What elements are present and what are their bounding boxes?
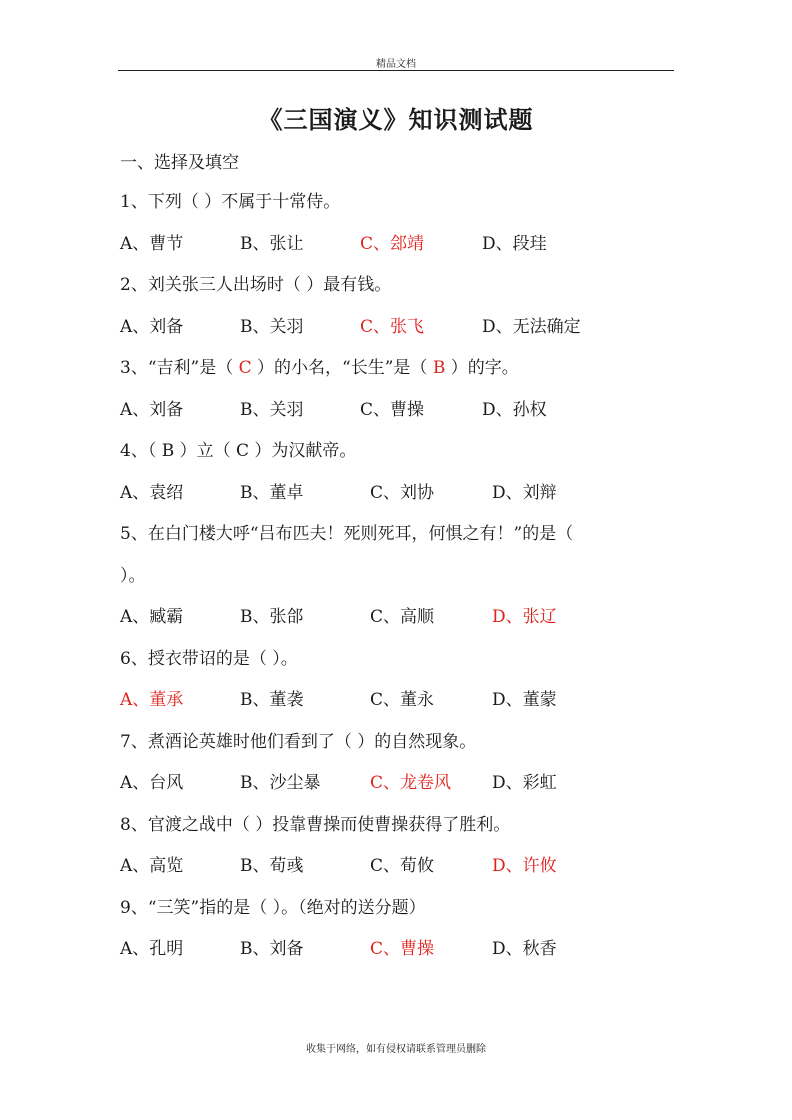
option-c-answer: C、张飞: [360, 316, 425, 337]
option-b: B、荀彧: [240, 856, 304, 876]
options-row-4: [120, 478, 680, 520]
options-row-2: [120, 312, 680, 354]
question-3-part: ）的字。: [445, 358, 519, 378]
option-b: B、沙尘暴: [240, 773, 321, 793]
options-row-3: [120, 395, 680, 437]
option-a: A、曹节: [120, 233, 184, 254]
question-4: 4、（ B ）立（ C ）为汉献帝。: [120, 441, 357, 461]
question-list: [120, 187, 680, 976]
page-header-label: 精品文档: [376, 59, 416, 70]
options-row-8: [120, 851, 680, 893]
header-divider: [118, 70, 674, 71]
question-8: 8、官渡之战中（ ）投靠曹操而使曹操获得了胜利。: [120, 814, 511, 835]
option-a: A、高览: [120, 856, 184, 876]
option-d: D、孙权: [482, 399, 547, 420]
option-d: D、彩虹: [492, 773, 557, 793]
option-c: C、曹操: [360, 399, 425, 420]
options-row-6: [120, 685, 680, 727]
option-d-answer: D、许攸: [492, 856, 557, 876]
option-c-answer: C、曹操: [370, 939, 435, 959]
option-b: B、张郃: [240, 607, 304, 627]
option-a: A、臧霸: [120, 607, 184, 627]
option-d-answer: D、张辽: [492, 607, 557, 627]
option-b: B、董袭: [240, 690, 304, 710]
question-1: 1、下列（ ）不属于十常侍。: [120, 192, 341, 212]
option-d: D、无法确定: [482, 316, 581, 337]
document-title: 《三国演义》知识测试题: [258, 106, 534, 134]
option-b: B、张让: [240, 233, 304, 254]
option-a: A、台风: [120, 773, 184, 793]
option-d: D、段珪: [482, 233, 547, 254]
option-a: A、袁绍: [120, 482, 184, 503]
options-row-9: [120, 934, 680, 976]
option-c-answer: C、郐靖: [360, 233, 425, 254]
option-c: C、刘协: [370, 482, 435, 503]
option-d: D、秋香: [492, 939, 557, 959]
question-3-part: ）的小名，“长生”是（: [251, 358, 433, 378]
option-d: D、刘辩: [492, 482, 557, 503]
question-2: 2、刘关张三人出场时（ ）最有钱。: [120, 275, 392, 295]
footer-note: 收集于网络，如有侵权请联系管理员删除: [306, 1044, 486, 1055]
option-c: C、荀攸: [370, 856, 435, 876]
option-c: C、董永: [370, 690, 435, 710]
option-c-answer: C、龙卷风: [370, 773, 452, 793]
option-d: D、董蒙: [492, 690, 557, 710]
question-5: 5、在白门楼大呼“吕布匹夫！死则死耳，何惧之有！”的是（: [120, 524, 574, 544]
question-3-part: 3、“吉利”是（: [120, 358, 239, 378]
option-a-answer: A、董承: [120, 690, 184, 710]
option-a: A、刘备: [120, 316, 184, 337]
section-heading: 一、选择及填空: [120, 153, 239, 173]
question-9: 9、“三笑”指的是（ ）。（绝对的送分题）: [120, 897, 426, 918]
option-b: B、董卓: [240, 482, 304, 503]
question-6: 6、授衣带诏的是（ ）。: [120, 648, 298, 669]
question-5-continuation: ）。: [120, 565, 146, 586]
inline-answer: B: [432, 358, 446, 378]
options-row-7: [120, 768, 680, 810]
option-b: B、刘备: [240, 939, 304, 959]
question-3: [120, 353, 680, 395]
option-c: C、高顺: [370, 607, 435, 627]
option-b: B、关羽: [240, 316, 304, 337]
options-row-5: [120, 602, 680, 644]
option-a: A、刘备: [120, 399, 184, 420]
options-row-1: [120, 229, 680, 271]
inline-answer: C: [238, 358, 252, 378]
option-a: A、孔明: [120, 939, 184, 959]
option-b: B、关羽: [240, 399, 304, 420]
question-7: 7、煮酒论英雄时他们看到了（ ）的自然现象。: [120, 731, 477, 752]
